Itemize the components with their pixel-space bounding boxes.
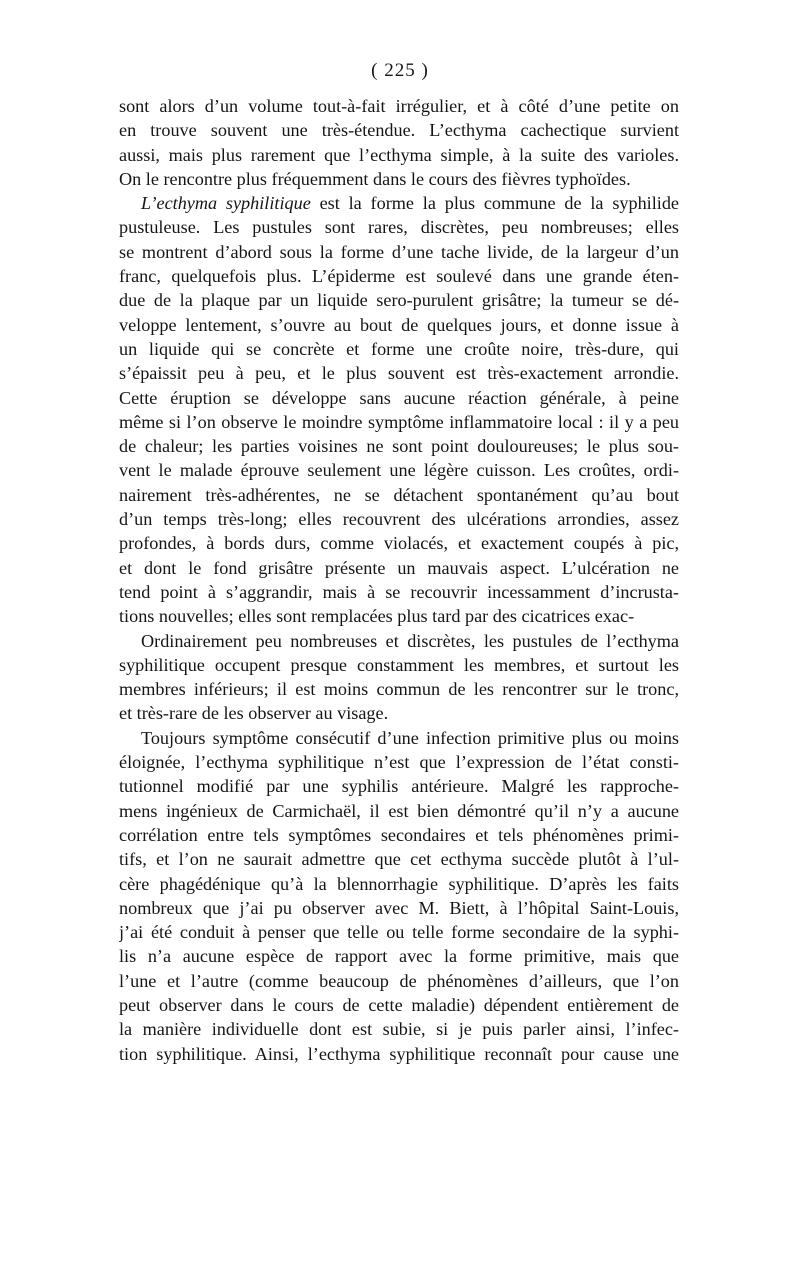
- text-line: un liquide qui se concrète et forme une croûte noire, très-dure, qui: [119, 338, 679, 359]
- text-line: se montrent d’abord sous la forme d’une tache livide, de la largeur d’un: [119, 241, 679, 262]
- text-line: syphilitique occupent presque constamment les membres, et surtout les: [119, 654, 679, 675]
- text-line: membres inférieurs; il est moins commun de les rencontrer sur le tronc,: [119, 679, 679, 700]
- text-line: [119, 191, 679, 215]
- text-line: aussi, mais plus rarement que l’ecthyma simple, à la suite des varioles.: [119, 144, 679, 165]
- paragraph-4: [119, 726, 679, 1066]
- text-line: tend point à s’aggrandir, mais à se recouvrir incessamment d’incrusta-: [119, 581, 679, 602]
- text-line: On le rencontre plus fréquemment dans le cours des fièvres typhoïdes.: [119, 168, 631, 189]
- text-line: de chaleur; les parties voisines ne sont point douloureuses; le plus sou-: [119, 436, 679, 457]
- text-line: l’une et l’autre (comme beaucoup de phénomènes d’ailleurs, que l’on: [119, 970, 679, 991]
- text-line: nombreux que j’ai pu observer avec M. Biett, à l’hôpital Saint-Louis,: [119, 897, 679, 918]
- text-line: veloppe lentement, s’ouvre au bout de quelques jours, et donne issue à: [119, 314, 679, 335]
- text-line: tutionnel modifié par une syphilis antérieure. Malgré les rapproche-: [119, 776, 679, 797]
- text-line: en trouve souvent une très-étendue. L’ecthyma cachectique survient: [119, 120, 679, 141]
- text-line: et très-rare de les observer au visage.: [119, 703, 389, 724]
- text-line: même si l’on observe le moindre symptôme inflammatoire local : il y a peu: [119, 411, 679, 432]
- page-number: ( 225 ): [371, 60, 429, 81]
- section-title: L’ecthyma syphilitique: [141, 193, 311, 214]
- text-line: s’épaissit peu à peu, et le plus souvent est très-exactement arrondie.: [119, 363, 679, 384]
- text-line: tifs, et l’on ne saurait admettre que cet ecthyma succède plutôt à l’ul-: [119, 849, 679, 870]
- body-text: [119, 94, 679, 1066]
- text-line: j’ai été conduit à penser que telle ou telle forme secondaire de la syphi-: [119, 922, 679, 943]
- text-line: cère phagédénique qu’à la blennorrhagie syphilitique. D’après les faits: [119, 873, 679, 894]
- text-line: tion syphilitique. Ainsi, l’ecthyma syphilitique reconnaît pour cause une: [119, 1043, 679, 1064]
- text-line: franc, quelquefois plus. L’épiderme est soulevé dans une grande éten-: [119, 266, 679, 287]
- text-line: Toujours symptôme consécutif d’une infection primitive plus ou moins: [141, 727, 679, 748]
- paragraph-3: [119, 629, 679, 726]
- text-line: corrélation entre tels symptômes secondaires et tels phénomènes primi-: [119, 824, 679, 845]
- text-line: Cette éruption se développe sans aucune réaction générale, à peine: [119, 387, 679, 408]
- text-line: Ordinairement peu nombreuses et discrètes, les pustules de l’ecthyma: [141, 630, 679, 651]
- text-line: éloignée, l’ecthyma syphilitique n’est que l’expression de l’état consti-: [119, 752, 679, 773]
- text-line: lis n’a aucune espèce de rapport avec la forme primitive, mais que: [119, 946, 679, 967]
- text-line: sont alors d’un volume tout-à-fait irrégulier, et à côté d’une petite on: [119, 96, 679, 116]
- text-line: mens ingénieux de Carmichaël, il est bien démontré qu’il n’y a aucune: [119, 800, 679, 821]
- text-line: profondes, à bords durs, comme violacés, et exactement coupés à pic,: [119, 533, 679, 554]
- text-line: vent le malade éprouve seulement une légère cuisson. Les croûtes, ordi-: [119, 460, 679, 481]
- text-line: pustuleuse. Les pustules sont rares, discrètes, peu nombreuses; elles: [119, 217, 679, 238]
- paragraph-2: [119, 191, 679, 628]
- text-line: tions nouvelles; elles sont remplacées plus tard par des cicatrices exac-: [119, 606, 635, 627]
- text-line: due de la plaque par un liquide sero-purulent grisâtre; la tumeur se dé-: [119, 290, 679, 311]
- text-line: et dont le fond grisâtre présente un mauvais aspect. L’ulcération ne: [119, 557, 679, 578]
- text-line: nairement très-adhérentes, ne se détachent spontanément qu’au bout: [119, 484, 679, 505]
- text-run: est la forme la plus commune de la syphilide: [310, 193, 679, 214]
- paragraph-1: [119, 94, 679, 191]
- text-line: peut observer dans le cours de cette maladie) dépendent entièrement de: [119, 994, 679, 1015]
- text-line: la manière individuelle dont est subie, si je puis parler ainsi, l’infec-: [119, 1019, 679, 1040]
- text-line: d’un temps très-long; elles recouvrent des ulcérations arrondies, assez: [119, 509, 679, 530]
